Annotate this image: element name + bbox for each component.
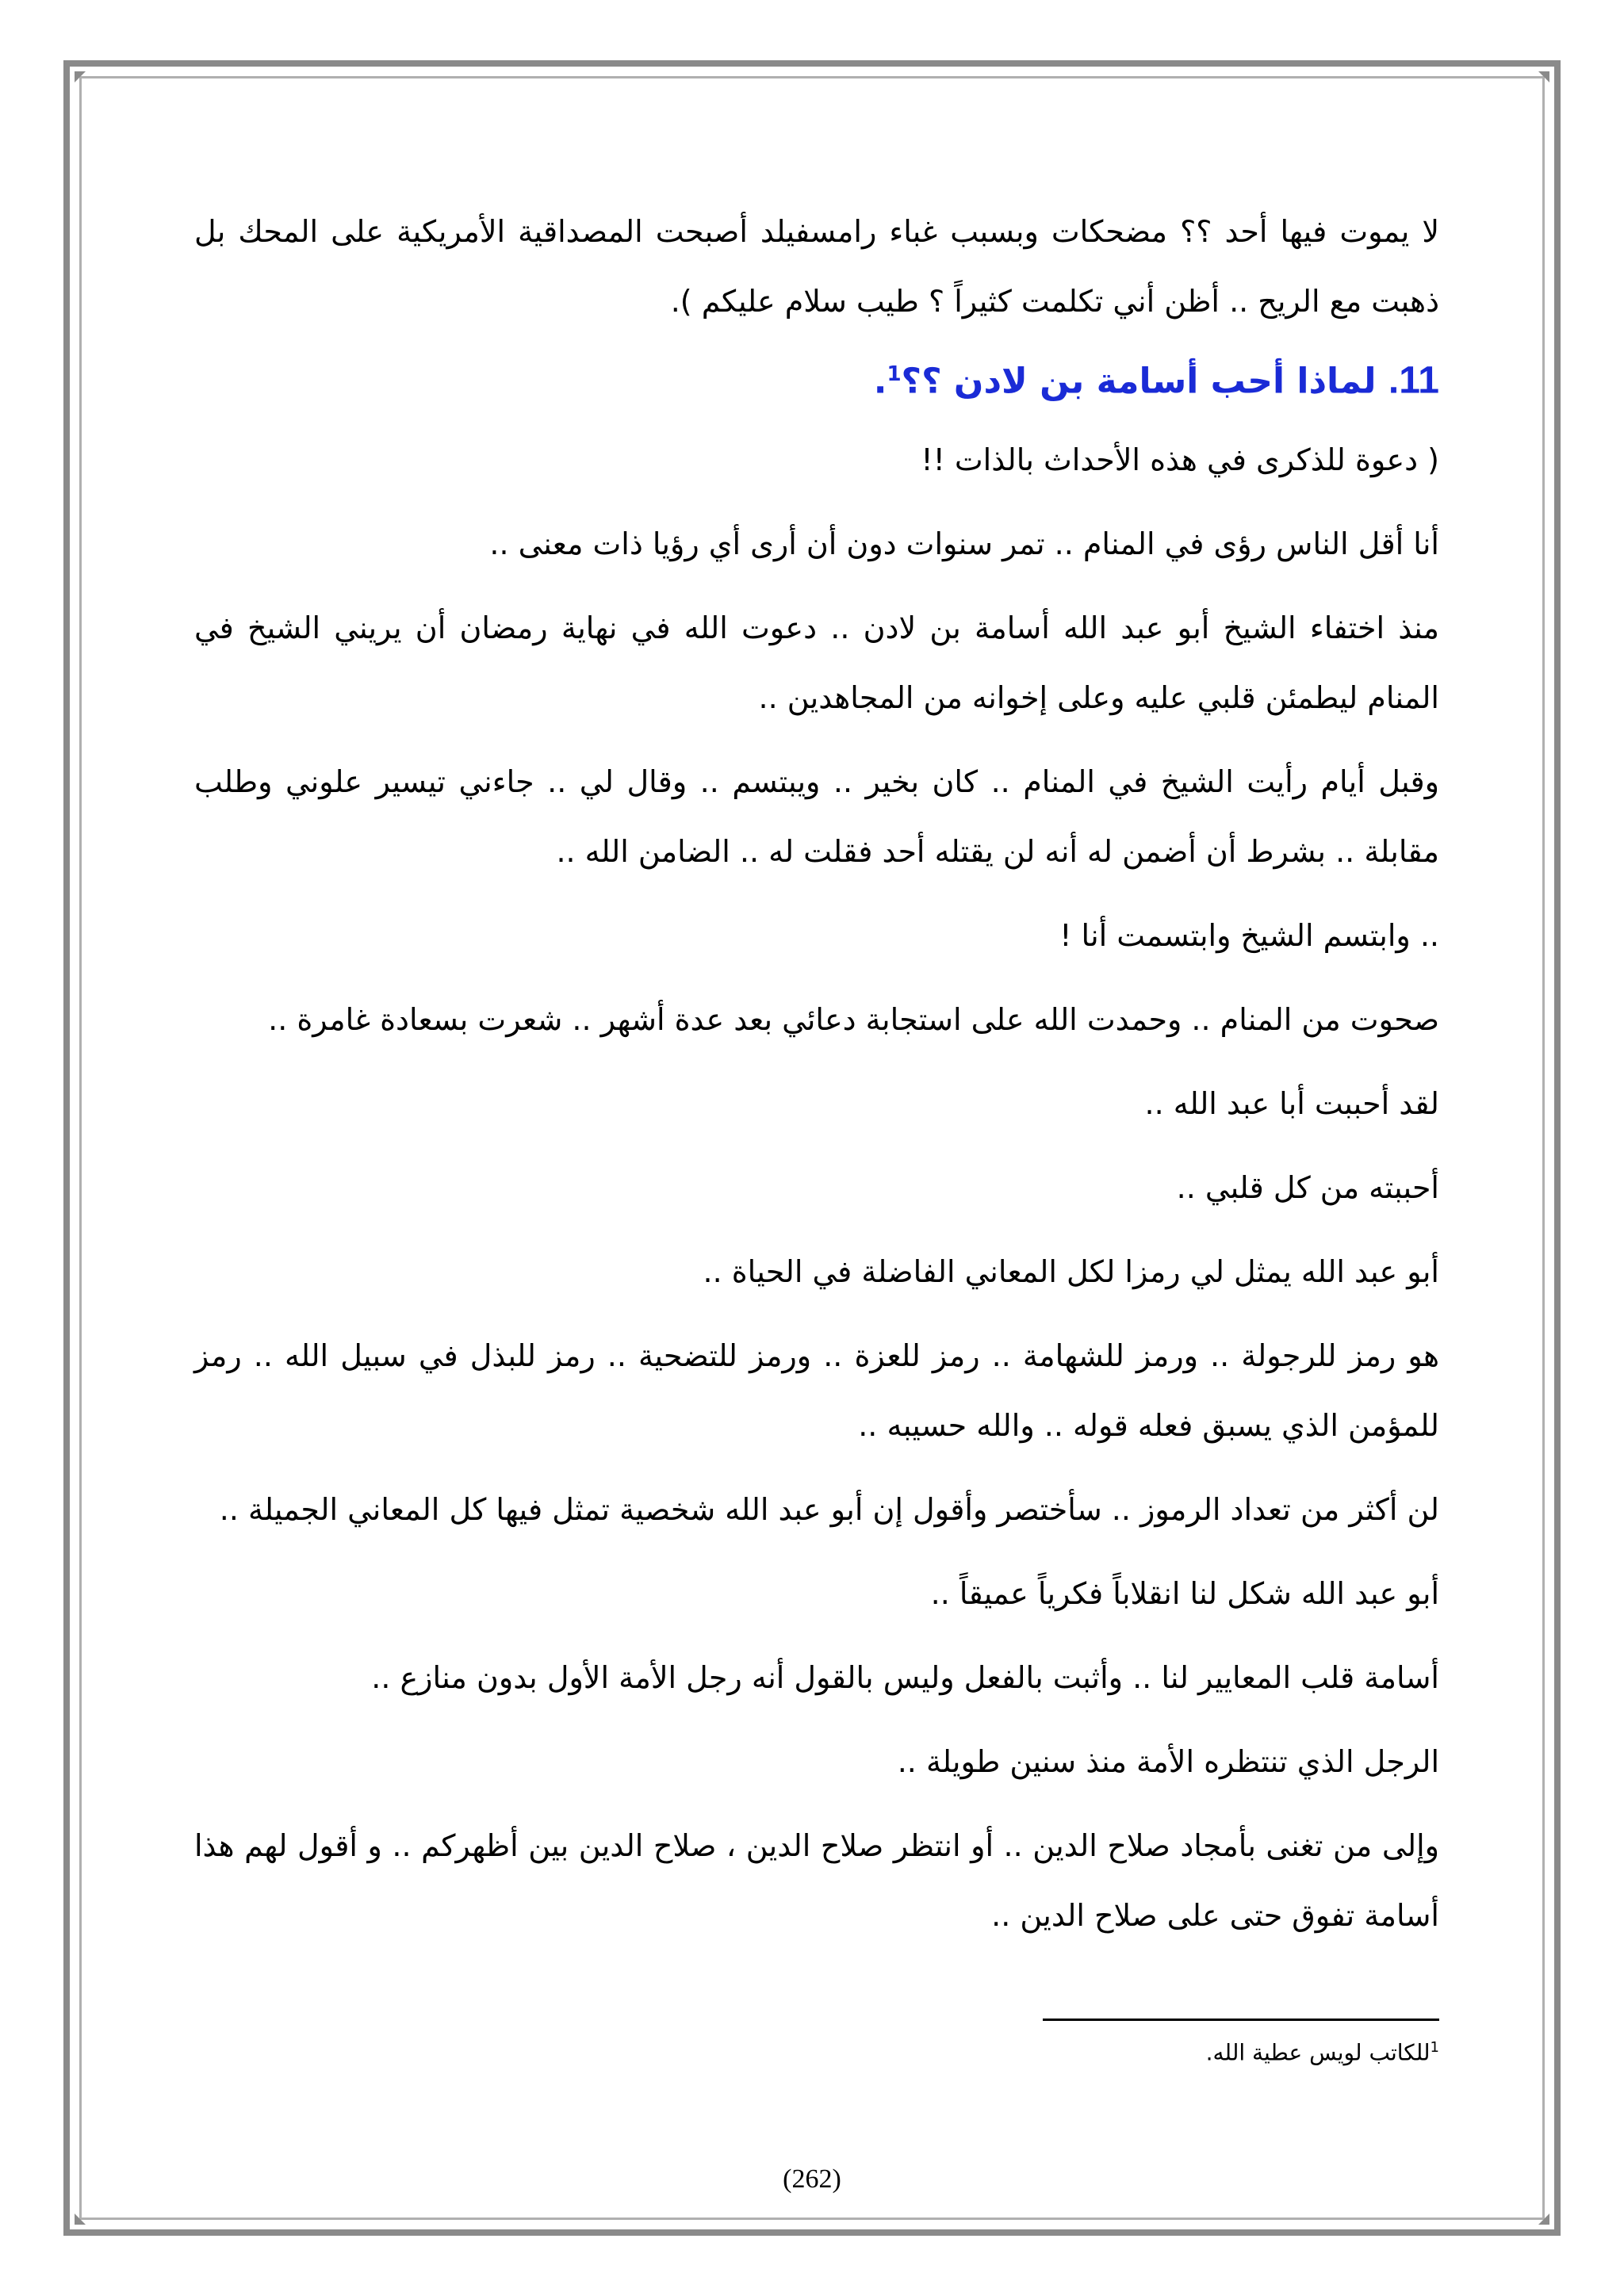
- paragraph: هو رمز للرجولة .. ورمز للشهامة .. رمز للعزة .. ورمز للتضحية .. رمز للبذل في سبيل الله .. رمز للمؤمن الذي يسبق فعله قوله .. والله حسيبه ..: [194, 1337, 1439, 1443]
- corner-ornament: [75, 71, 86, 82]
- section-number: 11.: [1388, 359, 1439, 402]
- footnote-separator: [1043, 2019, 1439, 2021]
- corner-ornament: [1538, 71, 1549, 82]
- footnote: [1206, 2039, 1439, 2065]
- section-title-end: .: [873, 361, 887, 402]
- paragraph: أبو عبد الله يمثل لي رمزا لكل المعاني الفاضلة في الحياة ..: [703, 1253, 1439, 1289]
- paragraph: أحببته من كل قلبي ..: [1176, 1169, 1439, 1205]
- paragraph: الرجل الذي تنتظره الأمة منذ سنين طويلة ..: [897, 1743, 1439, 1779]
- paragraph: أبو عبد الله شكل لنا انقلاباً فكرياً عميقاً ..: [930, 1575, 1439, 1611]
- intro-paragraph: لا يموت فيها أحد ؟؟ مضحكات وبسبب غباء رامسفيلد أصبحت المصداقية الأمريكية على المحك بل ذهبت مع الريح .. أظن أني تكلمت كثيراً ؟ طيب سلام عليكم ).: [194, 214, 1439, 319]
- footnote-marker: 1: [1430, 2039, 1439, 2056]
- paragraph: وإلى من تغنى بأمجاد صلاح الدين .. أو انتظر صلاح الدين ، صلاح الدين بين أظهركم .. و أقول لهم هذا أسامة تفوق حتى على صلاح الدين ..: [194, 1827, 1439, 1933]
- footnote-text: للكاتب لويس عطية الله.: [1205, 2039, 1431, 2066]
- paragraph: منذ اختفاء الشيخ أبو عبد الله أسامة بن لادن .. دعوت الله في نهاية رمضان أن يريني الشيخ في المنام ليطمئن قلبي عليه وعلى إخوانه من المجاهدين ..: [194, 610, 1439, 715]
- paragraph: لقد أحببت أبا عبد الله ..: [1144, 1085, 1439, 1121]
- page-body: [194, 197, 1439, 1965]
- section-heading: [194, 336, 1439, 420]
- paragraph: .. وابتسم الشيخ وابتسمت أنا !: [1059, 917, 1439, 953]
- paragraph: ( دعوة للذكرى في هذه الأحداث بالذات !!: [921, 442, 1439, 477]
- paragraph: أنا أقل الناس رؤى في المنام .. تمر سنوات دون أن أرى أي رؤيا ذات معنى ..: [489, 526, 1439, 561]
- section-title: لماذا أحب أسامة بن لادن ؟؟: [901, 361, 1377, 402]
- page-number: (262): [783, 2164, 841, 2194]
- footnote-reference[interactable]: 1: [887, 362, 902, 386]
- paragraph: وقبل أيام رأيت الشيخ في المنام .. كان بخير .. ويبتسم .. وقال لي .. جاءني تيسير علوني وطلب مقابلة .. بشرط أن أضمن له أنه لن يقتله أحد فقلت له .. الضامن الله ..: [194, 763, 1439, 869]
- paragraph: صحوت من المنام .. وحمدت الله على استجابة دعائي بعد عدة أشهر .. شعرت بسعادة غامرة ..: [268, 1001, 1439, 1037]
- paragraph: أسامة قلب المعايير لنا .. وأثبت بالفعل وليس بالقول أنه رجل الأمة الأول بدون منازع ..: [371, 1659, 1439, 1695]
- corner-ornament: [1538, 2214, 1549, 2225]
- paragraph: لن أكثر من تعداد الرموز .. سأختصر وأقول إن أبو عبد الله شخصية تمثل فيها كل المعاني الجميلة ..: [219, 1491, 1439, 1527]
- corner-ornament: [75, 2214, 86, 2225]
